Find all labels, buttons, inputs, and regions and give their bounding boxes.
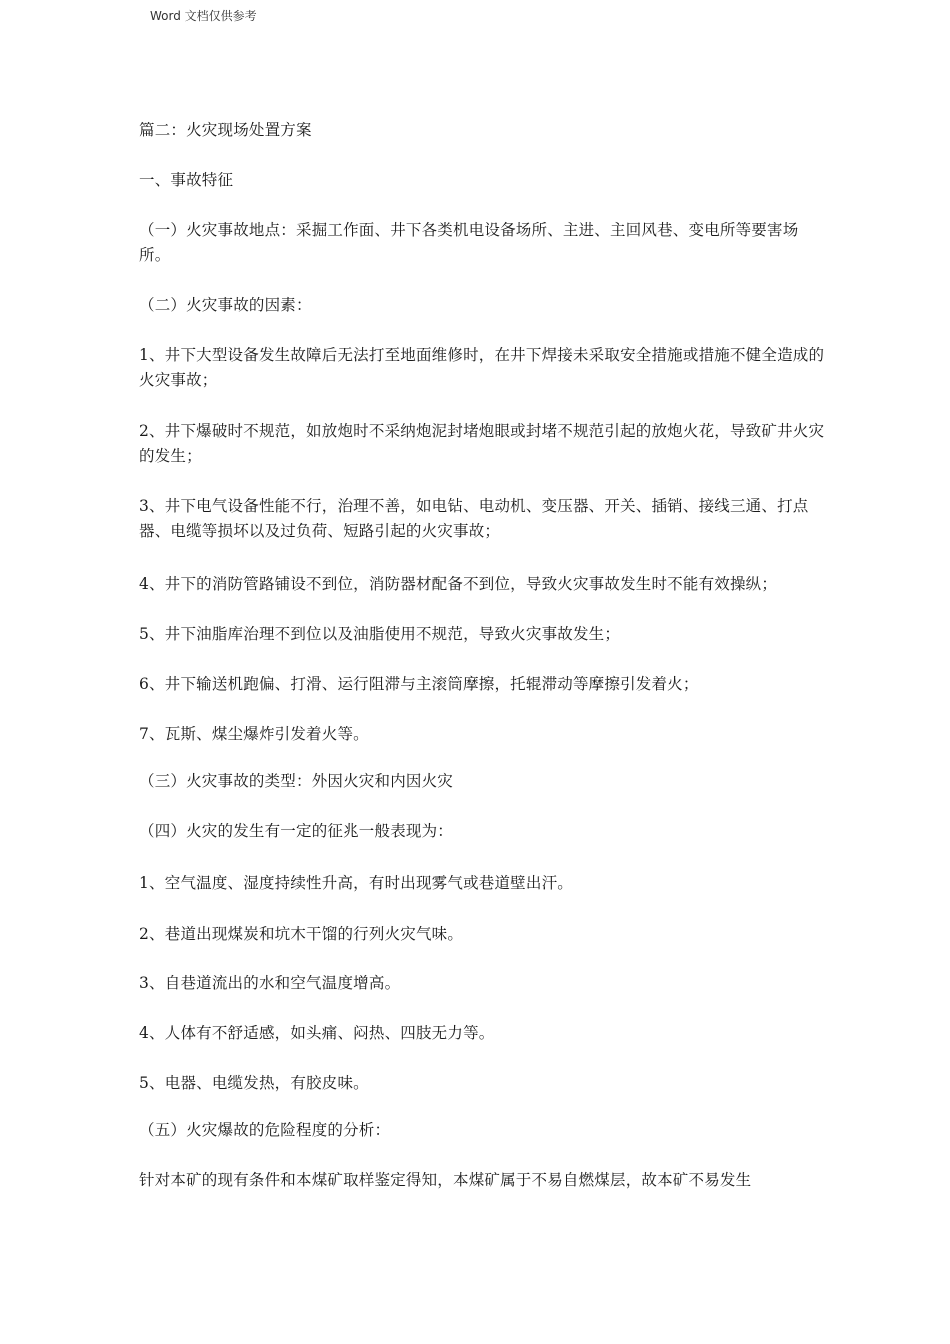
paragraph: （二）火灾事故的因素： [139, 296, 312, 314]
paragraph: 1、井下大型设备发生故障后无法打至地面维修时，在井下焊接未采取安全措施或措施不健全造成的火灾事故； [139, 346, 825, 389]
document-title: 篇二：火灾现场处置方案 [139, 121, 312, 139]
paragraph: 1、空气温度、湿度持续性升高，有时出现雾气或巷道壁出汗。 [139, 874, 573, 892]
paragraph: 4、人体有不舒适感，如头痛、闷热、四肢无力等。 [139, 1024, 495, 1042]
paragraph: 针对本矿的现有条件和本煤矿取样鉴定得知，本煤矿属于不易自燃煤层，故本矿不易发生 [139, 1171, 752, 1189]
paragraph: 3、井下电气设备性能不行，治理不善，如电钻、电动机、变压器、开关、插销、接线三通、打点器、电缆等损坏以及过负荷、短路引起的火灾事故； [139, 497, 809, 540]
paragraph: （五）火灾爆故的危险程度的分析： [139, 1121, 391, 1139]
paragraph: （一）火灾事故地点：采掘工作面、井下各类机电设备场所、主进、主回风巷、变电所等要害场所。 [139, 221, 799, 264]
paragraph: 2、巷道出现煤炭和坑木干馏的行列火灾气味。 [139, 925, 464, 943]
paragraph: 5、井下油脂库治理不到位以及油脂使用不规范，导致火灾事故发生； [139, 625, 621, 643]
paragraph: 4、井下的消防管路铺设不到位，消防器材配备不到位，导致火灾事故发生时不能有效操纵； [139, 575, 778, 593]
header-note: Word 文档仅供参考 [150, 9, 257, 23]
paragraph: 3、自巷道流出的水和空气温度增高。 [139, 974, 401, 992]
paragraph: （三）火灾事故的类型：外因火灾和内因火灾 [139, 772, 454, 790]
paragraph: 6、井下输送机跑偏、打滑、运行阻滞与主滚筒摩擦，托辊滞动等摩擦引发着火； [139, 675, 699, 693]
paragraph: 2、井下爆破时不规范，如放炮时不采纳炮泥封堵炮眼或封堵不规范引起的放炮火花，导致矿井火灾的发生； [139, 422, 825, 465]
paragraph: （四）火灾的发生有一定的征兆一般表现为： [139, 822, 454, 840]
section-heading: 一、事故特征 [139, 171, 234, 189]
paragraph: 7、瓦斯、煤尘爆炸引发着火等。 [139, 725, 369, 743]
paragraph: 5、电器、电缆发热，有胶皮味。 [139, 1074, 369, 1092]
